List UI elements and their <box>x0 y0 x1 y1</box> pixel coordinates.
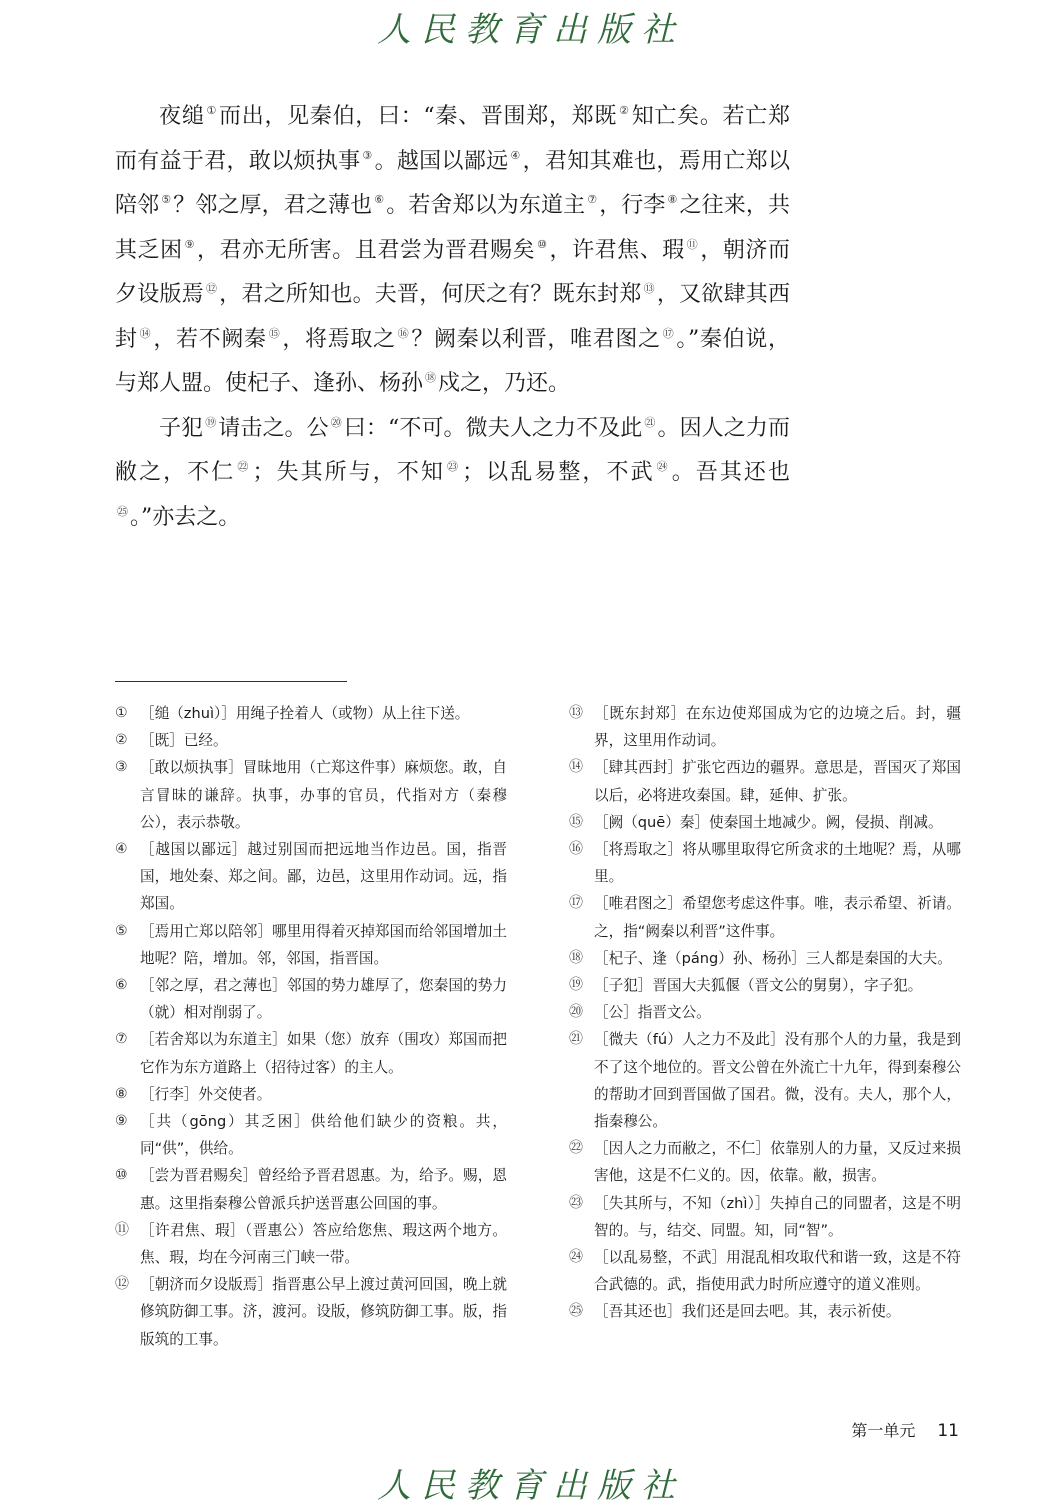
footnote-marker[interactable]: ⑲ <box>205 415 217 429</box>
text-run: 。”秦伯说，与郑人盟。使杞子、逢孙、杨孙 <box>115 326 790 396</box>
footnote-text: ［因人之力而敝之，不仁］依靠别人的力量，又反过来损害他，这是不仁义的。因，依靠。敝，损害。 <box>594 1140 961 1185</box>
footnote-number: ⑧ <box>115 1085 128 1102</box>
footnote-marker[interactable]: ⑭ <box>139 326 152 340</box>
footnote-marker[interactable]: ⑩ <box>537 237 548 251</box>
footnote-text: ［朝济而夕设版焉］指晋惠公早上渡过黄河回国，晚上就修筑防御工事。济，渡河。设版，修筑防御工事。版，指版筑的工事。 <box>140 1276 507 1348</box>
footnote-number: ⑪ <box>115 1221 129 1238</box>
footnote-number: ⑤ <box>115 922 128 939</box>
footnote-item <box>569 1026 961 1135</box>
page-number: 11 <box>937 1421 959 1441</box>
footnote-text: ［敢以烦执事］冒昧地用（亡郑这件事）麻烦您。敢，自言冒昧的谦辞。执事，办事的官员，代指对方（秦穆公），表示恭敬。 <box>140 759 507 831</box>
footnote-marker[interactable]: ⑳ <box>330 415 342 429</box>
footnote-item <box>115 1108 507 1162</box>
footnote-number: ⑳ <box>569 1004 583 1021</box>
footnote-number: ⑲ <box>569 977 583 994</box>
footnote-marker[interactable]: ① <box>206 104 218 117</box>
footnote-item <box>569 700 961 754</box>
footnote-number: ⑨ <box>115 1113 128 1130</box>
text-run: 子犯 <box>159 415 204 441</box>
footnote-number: ④ <box>115 841 128 858</box>
text-run: ，若不阙秦 <box>153 326 267 352</box>
footnote-item <box>569 1298 961 1325</box>
footnote-text: ［杞子、逢（páng）孙、杨孙］三人都是秦国的大夫。 <box>594 949 952 967</box>
footnote-item <box>569 809 961 836</box>
footnote-marker[interactable]: ⑮ <box>268 326 281 340</box>
footnote-number: ㉑ <box>569 1031 583 1048</box>
footnote-marker[interactable]: ⑰ <box>662 326 675 340</box>
footnote-text: ［子犯］晋国大夫狐偃（晋文公的舅舅），字子犯。 <box>594 977 923 995</box>
footnote-marker[interactable]: ⑤ <box>161 193 172 206</box>
footnote-item <box>569 999 961 1026</box>
footnote-marker[interactable]: ㉕ <box>117 504 128 518</box>
footnote-marker[interactable]: ⑱ <box>425 371 437 384</box>
footnote-number: ⑭ <box>569 759 583 776</box>
page-footer <box>851 1418 959 1441</box>
text-run: 夜缒 <box>159 104 205 129</box>
footnote-number: ② <box>115 732 128 749</box>
footnote-item <box>115 836 507 918</box>
footnote-marker[interactable]: ⑦ <box>587 193 598 206</box>
text-run: 。越国以鄙远 <box>374 148 509 174</box>
footnote-number: ⑮ <box>569 813 583 830</box>
text-run: ，将焉取之 <box>282 326 396 352</box>
text-run: 戍之，乃还。 <box>438 371 571 396</box>
footnote-number: ③ <box>115 759 128 776</box>
footnote-item <box>569 945 961 972</box>
text-run: ；以乱易整，不武 <box>462 460 655 485</box>
footnote-text: ［许君焦、瑕］（晋惠公）答应给您焦、瑕这两个地方。焦、瑕，均在今河南三门峡一带。 <box>140 1221 507 1267</box>
footnote-marker[interactable]: ㉒ <box>237 460 251 473</box>
footnote-marker[interactable]: ④ <box>510 148 521 162</box>
footnote-number: ㉓ <box>569 1194 583 1211</box>
footnote-marker[interactable]: ⑥ <box>374 193 385 206</box>
footnote-text: ［共（gōng）其乏困］供给他们缺少的资粮。共，同“供”，供给。 <box>140 1113 507 1158</box>
text-run: 。若舍郑以为东道主 <box>386 193 586 218</box>
footnote-text: ［失其所与，不知（zhì）］失掉自己的同盟者，这是不明智的。与，结交、同盟。知，同“智”。 <box>594 1194 961 1239</box>
text-run: 而出，见秦伯，曰：“秦、晋围郑，郑既 <box>219 104 618 129</box>
footnote-number: ⑬ <box>569 705 583 721</box>
footnote-marker[interactable]: ㉓ <box>447 460 461 473</box>
main-text <box>115 92 790 537</box>
footnote-text: ［既］已经。 <box>140 732 228 750</box>
text-run: ，君之所知也。夫晋，何厌之有？既东封郑 <box>219 282 642 307</box>
text-run: 知亡矣。若亡郑而有益于君，敢以烦执事 <box>115 104 790 174</box>
footnote-item <box>115 700 507 727</box>
text-run: ？邻之厚，君之薄也 <box>173 193 373 218</box>
footnote-text: ［阙（quē）秦］使秦国土地减少。阙，侵损、削减。 <box>594 813 943 831</box>
footnote-item <box>115 918 507 972</box>
publisher-watermark-bottom: 人民教育出版社 <box>377 1466 685 1506</box>
footnote-text: ［尝为晋君赐矣］曾经给予晋君恩惠。为，给予。赐，恩惠。这里指秦穆公曾派兵护送晋惠公回国的事。 <box>140 1167 507 1212</box>
footnote-marker[interactable]: ⑪ <box>686 237 699 251</box>
footnote-item <box>115 972 507 1026</box>
footnote-number: ⑱ <box>569 949 583 966</box>
footnote-number: ⑯ <box>569 841 583 858</box>
footnote-text: ［以乱易整，不武］用混乱相攻取代和谐一致，这是不符合武德的。武，指使用武力时所应遵守的道义准则。 <box>594 1249 961 1294</box>
footnote-item <box>569 1135 961 1189</box>
footnote-divider <box>115 681 347 682</box>
footnote-marker[interactable]: ② <box>619 104 630 117</box>
footnote-number: ㉒ <box>569 1140 583 1157</box>
publisher-watermark-top: 人民教育出版社 <box>377 10 685 50</box>
footnote-item <box>115 1271 507 1353</box>
footnote-marker[interactable]: ⑧ <box>667 193 678 206</box>
text-run: ，又欲肆其西封 <box>115 282 790 352</box>
footnote-item <box>569 754 961 808</box>
footnote-text: ［若舍郑以为东道主］如果（您）放弃（围攻）郑国而把它作为东方道路上（招待过客）的主人。 <box>140 1031 507 1076</box>
text-run: ，君亦无所害。且君尝为晋君赐矣 <box>197 237 536 263</box>
footnote-marker[interactable]: ㉑ <box>644 415 656 429</box>
unit-label: 第一单元 <box>851 1421 916 1440</box>
text-run: 请击之。公 <box>218 415 329 441</box>
footnote-marker[interactable]: ③ <box>362 148 373 162</box>
footnote-item <box>115 1026 507 1080</box>
text-run: 曰：“不可。微夫人之力不及此 <box>343 415 643 441</box>
text-run: ，行李 <box>599 193 666 218</box>
footnote-marker[interactable]: ⑨ <box>184 237 196 251</box>
footnote-text: ［邻之厚，君之薄也］邻国的势力雄厚了，您秦国的势力（就）相对削弱了。 <box>140 977 507 1022</box>
footnote-text: ［肆其西封］扩张它西边的疆界。意思是，晋国灭了郑国以后，必将进攻秦国。肆，延伸、扩张。 <box>594 759 961 804</box>
footnotes-right-column <box>569 700 961 1326</box>
text-run: 。”亦去之。 <box>130 504 241 530</box>
footnote-text: ［行李］外交使者。 <box>140 1085 272 1103</box>
footnote-text: ［吾其还也］我们还是回去吧。其，表示祈使。 <box>594 1303 901 1321</box>
footnote-number: ㉕ <box>569 1303 583 1320</box>
footnote-item <box>569 836 961 890</box>
text-run: ；失其所与，不知 <box>252 460 445 485</box>
footnote-number: ⑰ <box>569 895 583 912</box>
footnote-marker[interactable]: ⑫ <box>205 282 218 295</box>
footnote-marker[interactable]: ⑯ <box>397 326 410 340</box>
text-run: 之往来，共其乏困 <box>115 193 790 263</box>
footnote-item <box>115 1217 507 1271</box>
footnote-text: ［越国以鄙远］越过别国而把远地当作边邑。国，指晋国，地处秦、郑之间。鄙，边邑，这里用作动词。远，指郑国。 <box>140 841 507 913</box>
footnote-number: ⑩ <box>115 1167 128 1184</box>
footnote-number: ⑥ <box>115 977 128 994</box>
text-run: 。因人之力而敝之，不仁 <box>115 415 790 485</box>
paragraph <box>115 92 790 404</box>
footnote-item <box>115 754 507 836</box>
paragraph <box>115 404 790 538</box>
footnote-marker[interactable]: ⑬ <box>643 282 655 295</box>
footnote-marker[interactable]: ㉔ <box>656 460 670 473</box>
footnotes-left-column <box>115 700 507 1353</box>
footnote-text: ［唯君图之］希望您考虑这件事。唯，表示希望、祈请。之，指“阙秦以利晋”这件事。 <box>594 895 961 940</box>
footnote-item <box>115 1162 507 1216</box>
footnote-number: ㉔ <box>569 1249 583 1266</box>
footnote-item <box>115 727 507 754</box>
footnote-text: ［将焉取之］将从哪里取得它所贪求的土地呢？焉，从哪里。 <box>594 841 961 886</box>
text-run: ？阙秦以利晋，唯君图之 <box>411 326 661 352</box>
footnote-item <box>115 1081 507 1108</box>
text-run: ，许君焦、瑕 <box>549 237 685 263</box>
footnote-item <box>569 1190 961 1244</box>
footnote-number: ⑦ <box>115 1031 128 1048</box>
footnote-text: ［公］指晋文公。 <box>594 1004 711 1022</box>
text-run: ，君知其难也，焉用亡郑以陪邻 <box>115 148 790 218</box>
footnote-item <box>569 890 961 944</box>
footnote-text: ［既东封郑］在东边使郑国成为它的边境之后。封，疆界，这里用作动词。 <box>594 705 961 750</box>
footnote-item <box>569 972 961 999</box>
text-run: ，朝济而夕设版焉 <box>115 237 790 307</box>
footnote-item <box>569 1244 961 1298</box>
text-run: 。吾其还也 <box>671 460 790 485</box>
footnote-number: ① <box>115 705 128 721</box>
footnote-text: ［焉用亡郑以陪邻］哪里用得着灭掉郑国而给邻国增加土地呢？陪，增加。邻，邻国，指晋国。 <box>140 922 507 967</box>
footnote-text: ［缒（zhuì）］用绳子拴着人（或物）从上往下送。 <box>140 705 470 722</box>
footnote-number: ⑫ <box>115 1276 129 1293</box>
footnote-text: ［微夫（fú）人之力不及此］没有那个人的力量，我是到不了这个地位的。晋文公曾在外流亡十九年，得到秦穆公的帮助才回到晋国做了国君。微，没有。夫人，那个人，指秦穆公。 <box>594 1031 961 1131</box>
